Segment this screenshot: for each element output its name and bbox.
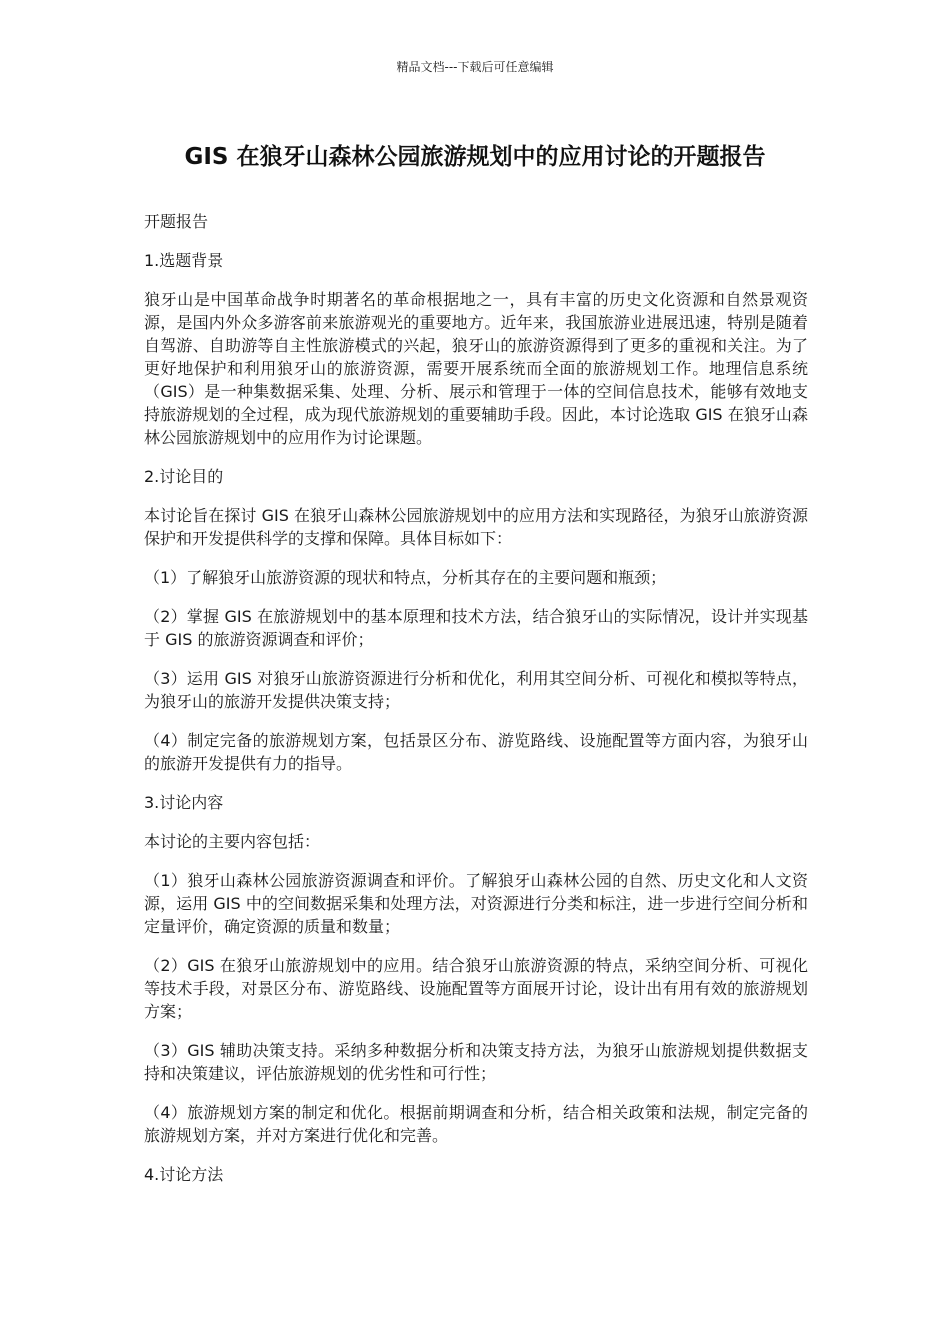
section-heading-background: 1.选题背景 (144, 251, 224, 270)
list-item: （4）制定完备的旅游规划方案，包括景区分布、游览路线、设施配置等方面内容，为狼牙山的旅游开发提供有力的指导。 (144, 731, 808, 773)
paragraph: 狼牙山是中国革命战争时期著名的革命根据地之一，具有丰富的历史文化资源和自然景观资源，是国内外众多游客前来旅游观光的重要地方。近年来，我国旅游业进展迅速，特别是随着自驾游、自助游等自主性旅游模式的兴起，狼牙山的旅游资源得到了更多的重视和关注。为了更好地保护和利用狼牙山的旅游资源，需要开展系统而全面的旅游规划工作。地理信息系统（GIS）是一种集数据采集、处理、分析、展示和管理于一体的空间信息技术，能够有效地支持旅游规划的全过程，成为现代旅游规划的重要辅助手段。因此，本讨论选取 GIS 在狼牙山森林公园旅游规划中的应用作为讨论课题。 (144, 290, 808, 447)
list-item: （3）GIS 辅助决策支持。采纳多种数据分析和决策支持方法，为狼牙山旅游规划提供数据支持和决策建议，评估旅游规划的优劣性和可行性； (144, 1041, 808, 1083)
list-item: （2）掌握 GIS 在旅游规划中的基本原理和技术方法，结合狼牙山的实际情况，设计并实现基于 GIS 的旅游资源调查和评价； (144, 607, 808, 649)
document-body (144, 210, 808, 1202)
list-item: （2）GIS 在狼牙山旅游规划中的应用。结合狼牙山旅游资源的特点，采纳空间分析、可视化等技术手段，对景区分布、游览路线、设施配置等方面展开讨论，设计出有用有效的旅游规划方案； (144, 956, 808, 1021)
report-label: 开题报告 (144, 212, 209, 231)
document-title: GIS 在狼牙山森林公园旅游规划中的应用讨论的开题报告 (184, 144, 766, 170)
list-item: （3）运用 GIS 对狼牙山旅游资源进行分析和优化，利用其空间分析、可视化和模拟等特点，为狼牙山的旅游开发提供决策支持； (144, 669, 808, 711)
list-item: （1）狼牙山森林公园旅游资源调查和评价。了解狼牙山森林公园的自然、历史文化和人文资源，运用 GIS 中的空间数据采集和处理方法，对资源进行分类和标注，进一步进行空间分析和定量评价，确定资源的质量和数量； (144, 871, 808, 936)
header-note: 精品文档---下载后可任意编辑 (396, 60, 554, 74)
section-heading-purpose: 2.讨论目的 (144, 467, 224, 486)
section-heading-content: 3.讨论内容 (144, 793, 224, 812)
list-item: （4）旅游规划方案的制定和优化。根据前期调查和分析，结合相关政策和法规，制定完备的旅游规划方案，并对方案进行优化和完善。 (144, 1103, 808, 1145)
paragraph: 本讨论旨在探讨 GIS 在狼牙山森林公园旅游规划中的应用方法和实现路径，为狼牙山旅游资源保护和开发提供科学的支撑和保障。具体目标如下： (144, 506, 808, 548)
paragraph: 本讨论的主要内容包括： (144, 832, 321, 851)
section-heading-method: 4.讨论方法 (144, 1165, 224, 1184)
list-item: （1）了解狼牙山旅游资源的现状和特点，分析其存在的主要问题和瓶颈； (144, 568, 667, 587)
